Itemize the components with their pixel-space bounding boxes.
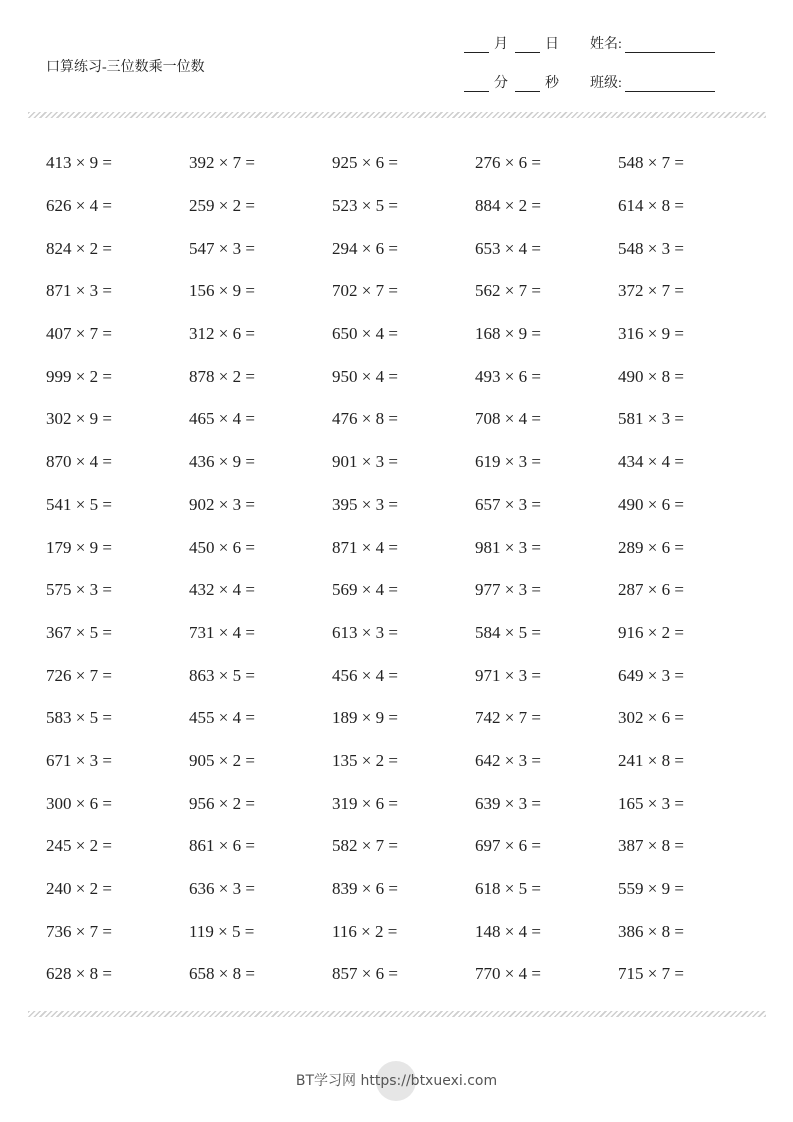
problem-item: 870 × 4 =: [46, 452, 112, 472]
minute-blank[interactable]: [464, 77, 489, 92]
problem-item: 156 × 9 =: [189, 281, 255, 301]
problem-item: 392 × 7 =: [189, 153, 255, 173]
problem-item: 523 × 5 =: [332, 196, 398, 216]
problem-item: 300 × 6 =: [46, 793, 112, 813]
worksheet-title: 口算练习-三位数乘一位数: [46, 60, 205, 75]
problem-item: 614 × 8 =: [618, 196, 684, 216]
problem-item: 575 × 3 =: [46, 580, 112, 600]
problem-item: 179 × 9 =: [46, 537, 112, 557]
second-label: 秒: [545, 76, 559, 91]
problem-item: 407 × 7 =: [46, 324, 112, 344]
problem-row: [46, 441, 761, 484]
problem-item: 559 × 9 =: [618, 879, 684, 899]
problem-row: [46, 825, 761, 868]
top-divider: [28, 112, 766, 118]
name-blank[interactable]: [625, 38, 715, 53]
problem-item: 240 × 2 =: [46, 879, 112, 899]
problem-item: 493 × 6 =: [475, 366, 541, 386]
problem-item: 925 × 6 =: [332, 153, 398, 173]
problem-item: 642 × 3 =: [475, 750, 541, 770]
problem-item: 726 × 7 =: [46, 665, 112, 685]
problem-item: 618 × 5 =: [475, 879, 541, 899]
problem-row: [46, 270, 761, 313]
problem-row: [46, 355, 761, 398]
problem-item: 613 × 3 =: [332, 622, 398, 642]
problem-item: 548 × 3 =: [618, 238, 684, 258]
class-label: 班级:: [590, 76, 622, 91]
problem-item: 569 × 4 =: [332, 580, 398, 600]
problem-item: 119 × 5 =: [189, 921, 255, 941]
problem-item: 649 × 3 =: [618, 665, 684, 685]
problem-item: 455 × 4 =: [189, 708, 255, 728]
problem-row: [46, 740, 761, 783]
problem-item: 901 × 3 =: [332, 452, 398, 472]
problem-item: 902 × 3 =: [189, 494, 255, 514]
problem-item: 857 × 6 =: [332, 964, 398, 984]
problem-item: 884 × 2 =: [475, 196, 541, 216]
problem-item: 476 × 8 =: [332, 409, 398, 429]
problem-item: 878 × 2 =: [189, 366, 255, 386]
problem-item: 562 × 7 =: [475, 281, 541, 301]
problem-row: [46, 569, 761, 612]
problem-item: 584 × 5 =: [475, 622, 541, 642]
problem-item: 302 × 6 =: [618, 708, 684, 728]
problem-item: 999 × 2 =: [46, 366, 112, 386]
problem-item: 165 × 3 =: [618, 793, 684, 813]
problem-item: 863 × 5 =: [189, 665, 255, 685]
problem-item: 456 × 4 =: [332, 665, 398, 685]
time-field: [464, 72, 559, 92]
problem-item: 386 × 8 =: [618, 921, 684, 941]
problem-item: 287 × 6 =: [618, 580, 684, 600]
problem-item: 367 × 5 =: [46, 622, 112, 642]
problem-item: 950 × 4 =: [332, 366, 398, 386]
problem-item: 241 × 8 =: [618, 750, 684, 770]
footer-text: BT学习网 https://btxuexi.com: [295, 1073, 498, 1089]
problem-item: 628 × 8 =: [46, 964, 112, 984]
problem-row: [46, 185, 761, 228]
problem-item: 289 × 6 =: [618, 537, 684, 557]
problem-row: [46, 227, 761, 270]
problem-item: 116 × 2 =: [332, 921, 398, 941]
problem-item: 548 × 7 =: [618, 153, 684, 173]
problem-item: 708 × 4 =: [475, 409, 541, 429]
problem-item: 636 × 3 =: [189, 879, 255, 899]
problem-item: 450 × 6 =: [189, 537, 255, 557]
problem-item: 981 × 3 =: [475, 537, 541, 557]
problem-row: [46, 910, 761, 953]
problem-row: [46, 697, 761, 740]
problem-item: 387 × 8 =: [618, 836, 684, 856]
problem-item: 977 × 3 =: [475, 580, 541, 600]
problem-item: 135 × 2 =: [332, 750, 398, 770]
problem-row: [46, 782, 761, 825]
problem-item: 770 × 4 =: [475, 964, 541, 984]
problem-row: [46, 953, 761, 996]
problem-item: 319 × 6 =: [332, 793, 398, 813]
problem-grid: [46, 142, 761, 996]
problem-item: 465 × 4 =: [189, 409, 255, 429]
problem-row: [46, 868, 761, 911]
class-field: [590, 72, 715, 92]
problem-item: 372 × 7 =: [618, 281, 684, 301]
problem-item: 658 × 8 =: [189, 964, 255, 984]
name-field: [590, 33, 715, 53]
problem-item: 312 × 6 =: [189, 324, 255, 344]
problem-item: 276 × 6 =: [475, 153, 541, 173]
problem-item: 861 × 6 =: [189, 836, 255, 856]
problem-item: 434 × 4 =: [618, 452, 684, 472]
problem-item: 905 × 2 =: [189, 750, 255, 770]
problem-item: 148 × 4 =: [475, 921, 541, 941]
problem-item: 702 × 7 =: [332, 281, 398, 301]
problem-row: [46, 398, 761, 441]
month-label: 月: [494, 37, 508, 52]
problem-item: 639 × 3 =: [475, 793, 541, 813]
bottom-divider: [28, 1011, 766, 1017]
problem-item: 697 × 6 =: [475, 836, 541, 856]
problem-row: [46, 484, 761, 527]
problem-item: 294 × 6 =: [332, 238, 398, 258]
problem-item: 650 × 4 =: [332, 324, 398, 344]
problem-item: 245 × 2 =: [46, 836, 112, 856]
date-field: [464, 33, 559, 53]
problem-item: 839 × 6 =: [332, 879, 398, 899]
problem-item: 189 × 9 =: [332, 708, 398, 728]
day-blank[interactable]: [515, 38, 540, 53]
problem-item: 395 × 3 =: [332, 494, 398, 514]
problem-item: 731 × 4 =: [189, 622, 255, 642]
month-blank[interactable]: [464, 38, 489, 53]
problem-item: 736 × 7 =: [46, 921, 112, 941]
problem-item: 436 × 9 =: [189, 452, 255, 472]
problem-item: 871 × 4 =: [332, 537, 398, 557]
problem-row: [46, 313, 761, 356]
problem-item: 541 × 5 =: [46, 494, 112, 514]
problem-row: [46, 654, 761, 697]
problem-item: 302 × 9 =: [46, 409, 112, 429]
problem-item: 581 × 3 =: [618, 409, 684, 429]
problem-item: 657 × 3 =: [475, 494, 541, 514]
problem-item: 971 × 3 =: [475, 665, 541, 685]
problem-item: 715 × 7 =: [618, 964, 684, 984]
problem-row: [46, 526, 761, 569]
problem-item: 916 × 2 =: [618, 622, 684, 642]
problem-item: 413 × 9 =: [46, 153, 112, 173]
problem-item: 742 × 7 =: [475, 708, 541, 728]
second-blank[interactable]: [515, 77, 540, 92]
problem-item: 824 × 2 =: [46, 238, 112, 258]
problem-item: 547 × 3 =: [189, 238, 255, 258]
problem-item: 671 × 3 =: [46, 750, 112, 770]
problem-item: 653 × 4 =: [475, 238, 541, 258]
name-label: 姓名:: [590, 37, 622, 52]
problem-item: 582 × 7 =: [332, 836, 398, 856]
problem-item: 490 × 6 =: [618, 494, 684, 514]
class-blank[interactable]: [625, 77, 715, 92]
problem-item: 956 × 2 =: [189, 793, 255, 813]
problem-item: 871 × 3 =: [46, 281, 112, 301]
problem-item: 259 × 2 =: [189, 196, 255, 216]
problem-row: [46, 612, 761, 655]
problem-item: 583 × 5 =: [46, 708, 112, 728]
problem-item: 490 × 8 =: [618, 366, 684, 386]
problem-item: 432 × 4 =: [189, 580, 255, 600]
minute-label: 分: [494, 76, 508, 91]
day-label: 日: [545, 37, 559, 52]
problem-row: [46, 142, 761, 185]
problem-item: 619 × 3 =: [475, 452, 541, 472]
problem-item: 168 × 9 =: [475, 324, 541, 344]
problem-item: 316 × 9 =: [618, 324, 684, 344]
problem-item: 626 × 4 =: [46, 196, 112, 216]
